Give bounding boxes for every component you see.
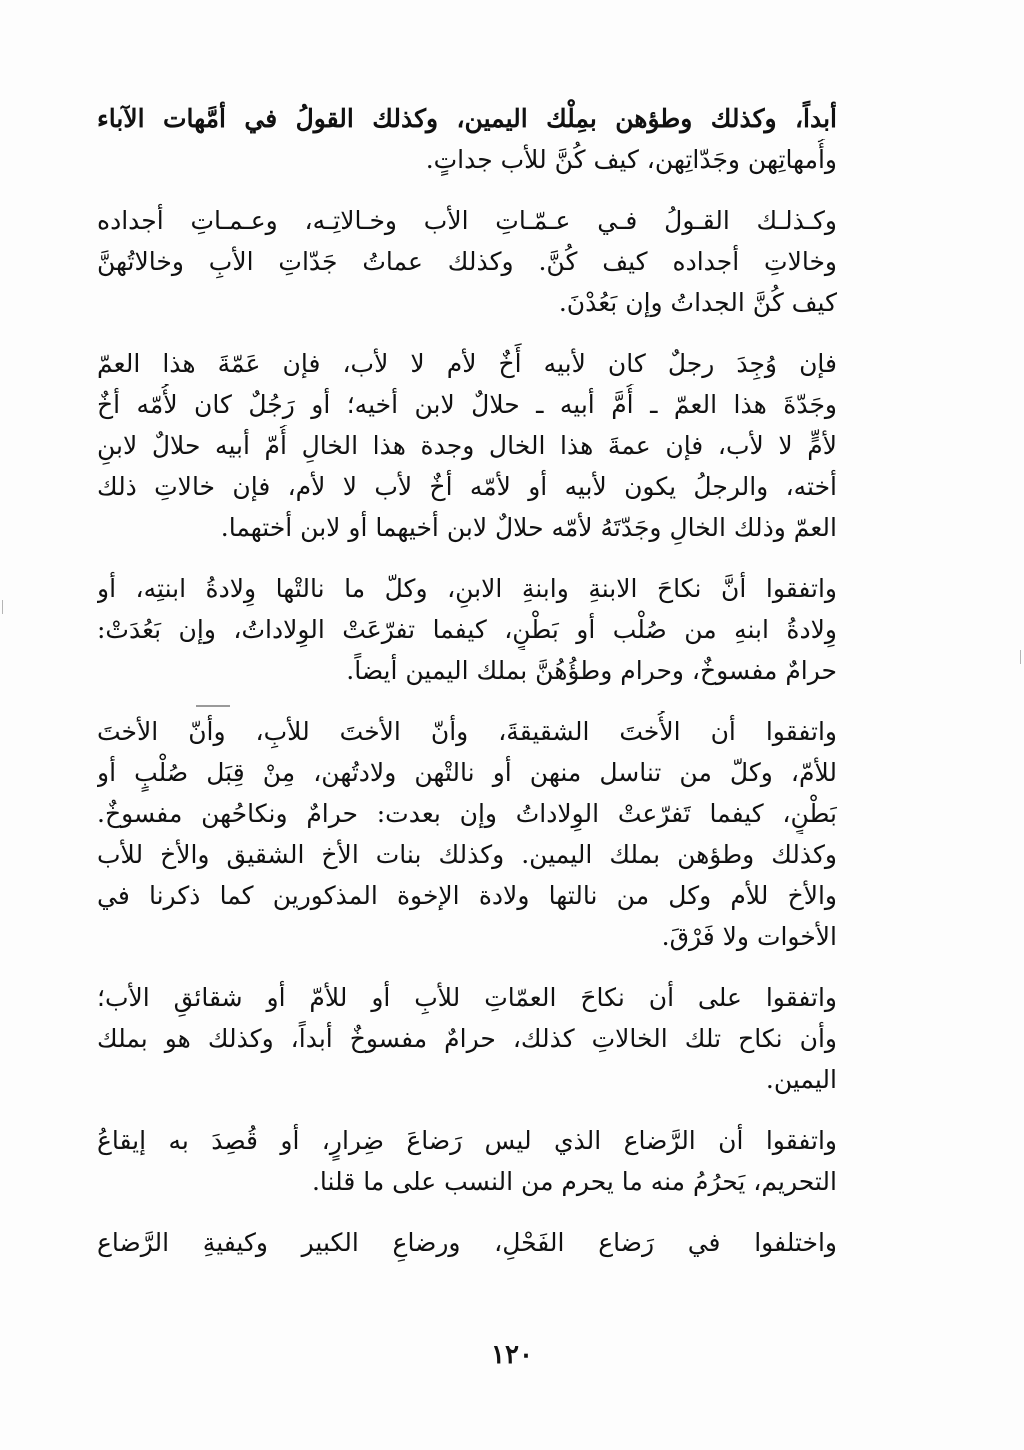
text-line: الأخوات ولا فَرْقَ. xyxy=(661,922,837,951)
text-line: وكـذلـك القـولُ فـي عـمّـاتِ الأب وخـالاتِـه، وعـمـاتِ أجداده xyxy=(97,206,837,235)
text-line: فإن وُجِدَ رجلٌ كان لأبيه أَخٌ لأم لا لأب، فإن عَمّةَ هذا العمّ xyxy=(97,349,837,378)
text-line: لأمٍّ لا لأب، فإن عمةَ هذا الخال وجدة هذا الخالِ أُمّ أبيه حلالٌ لابنِ xyxy=(97,431,837,460)
text-line: واتفقوا أنَّ نكاحَ الابنةِ وابنةِ الابنِ، وكلّ ما نالتْها وِلادةُ ابنتِه، أو xyxy=(97,574,837,603)
scan-edge-mark xyxy=(2,600,3,614)
text-line: وجَدّةَ هذا العمّ ـ أُمَّ أبيه ـ حلالٌ لابن أخيه؛ أو رَجُلٌ كان لأُمّه أخٌ xyxy=(97,390,837,419)
text-line: للأمّ، وكلّ من تناسل منهن أو نالتْهن ولادتُهن، مِنْ قِبَل صُلْبٍ أو xyxy=(97,758,837,787)
body-text xyxy=(97,98,837,1283)
text-line: أخته، والرجلُ يكون لأبيه أو لأمّه أخٌ لأب لا لأم، فإن خالاتِ ذلك xyxy=(97,472,837,501)
text-line: وكذلك وطؤهن بملك اليمين. وكذلك بنات الأخ الشقيق والأخ للأب xyxy=(97,840,837,869)
page-number: ١٢٠ xyxy=(491,1340,533,1370)
scan-edge-mark xyxy=(1020,650,1021,664)
text-line: اليمين. xyxy=(765,1065,837,1094)
text-line: واتفقوا أن الأُختَ الشقيقةَ، وأنّ الأختَ للأبِ، وأنّ الأختَ xyxy=(97,717,837,746)
text-line: واتفقوا على أن نكاحَ العمّاتِ للأبِ أو للأمّ أو شقائقِ الأب؛ xyxy=(97,983,837,1012)
paragraph-7 xyxy=(97,1120,837,1202)
text-line: أبداً، وكذلك وطؤهن بمِلْك اليمين، وكذلك القولُ في أمَّهات الآباء xyxy=(97,104,837,133)
text-line: واختلفوا في رَضاع الفَحْلِ، ورضاعِ الكبير وكيفيةِ الرَّضاع xyxy=(97,1228,837,1257)
text-line: وِلادةُ ابنهِ من صُلْب أو بَطْنٍ، كيفما تفرّعَتْ الوِلاداتُ، وإن بَعُدَتْ: xyxy=(97,615,837,644)
text-line: كيف كُنَّ الجداتُ وإن بَعُدْنَ. xyxy=(558,288,837,317)
text-line: العمّ وذلك الخالِ وجَدّتَهُ لأمّه حلالٌ لابن أخيهما أو لابن أختهما. xyxy=(220,513,837,542)
text-line: حرامٌ مفسوخٌ، وحرام وطؤُهُنَّ بملك اليمين أيضاً. xyxy=(346,656,837,685)
text-line: وأن نكاح تلك الخالاتِ كذلك، حرامٌ مفسوخٌ أبداً، وكذلك هو بملك xyxy=(97,1024,837,1053)
paragraph-6 xyxy=(97,977,837,1100)
paragraph-5 xyxy=(97,711,837,957)
text-line: واتفقوا أن الرَّضاع الذي ليس رَضاعَ ضِرارٍ، أو قُصِدَ به إيقاعُ xyxy=(97,1126,837,1155)
text-line: التحريم، يَحرُمُ منه ما يحرم من النسب على ما قلنا. xyxy=(311,1167,837,1196)
text-line: وأُمهاتِهن وجَدّاتِهن، كيف كُنَّ للأب جداتٍ. xyxy=(425,145,837,174)
paragraph-2 xyxy=(97,200,837,323)
paragraph-8 xyxy=(97,1222,837,1263)
paragraph-3 xyxy=(97,343,837,548)
stray-ink-mark xyxy=(196,705,230,707)
paragraph-4 xyxy=(97,568,837,691)
text-line: وخالاتِ أجداده كيف كُنَّ. وكذلك عماتُ جَدّاتِ الأبِ وخالاتُهنَّ xyxy=(97,247,837,276)
text-line: بَطْنٍ، كيفما تَفرّعتْ الوِلاداتُ وإن بعدت: حرامٌ ونكاحُهن مفسوخٌ. xyxy=(97,799,837,828)
text-line: والأخ للأم وكل من نالتها ولادة الإخوة المذكورين كما ذكرنا في xyxy=(97,881,837,910)
paragraph-1 xyxy=(97,98,837,180)
